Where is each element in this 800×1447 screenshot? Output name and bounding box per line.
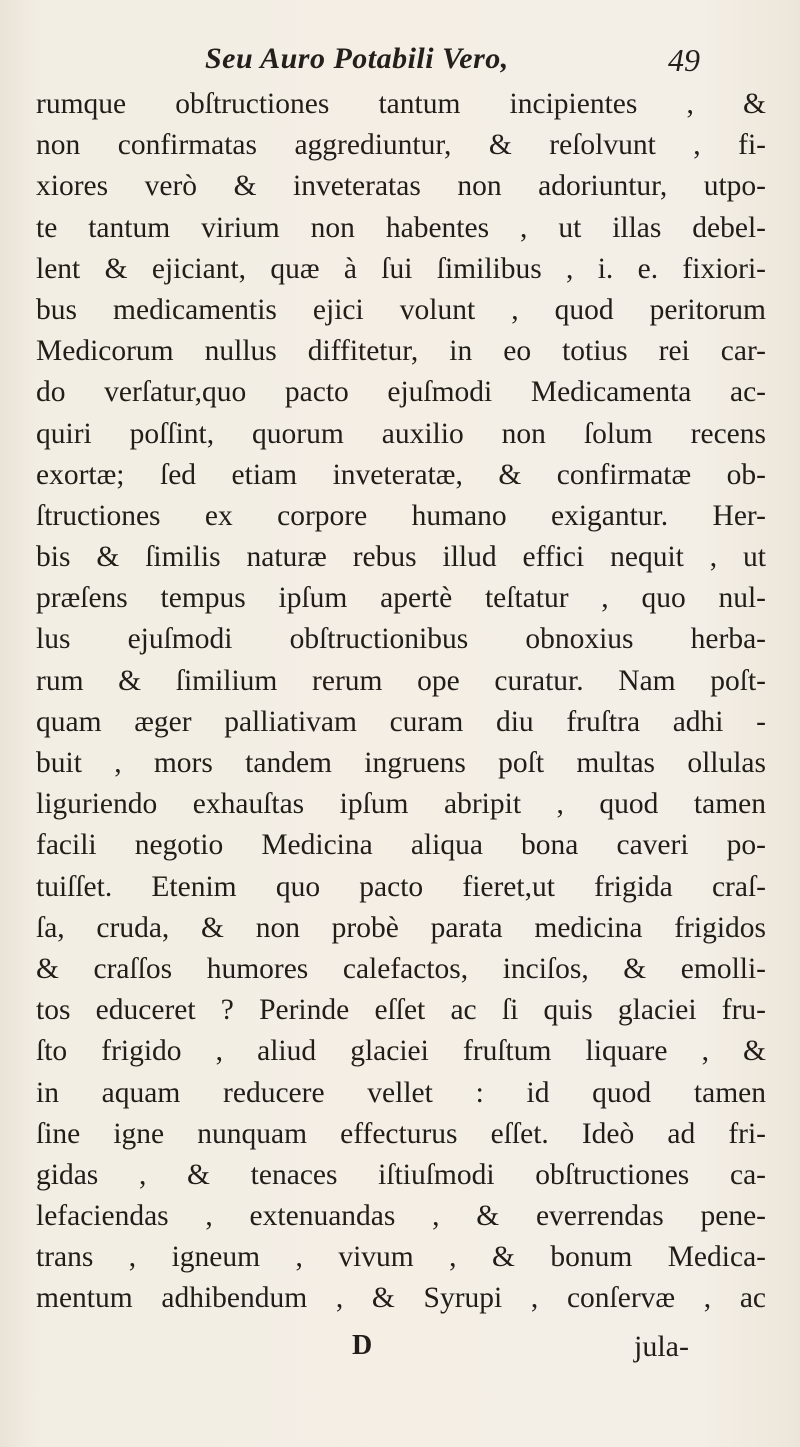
text-line-3: xiores verò & inveteratas non adoriuntur, utpo- <box>36 170 766 203</box>
signature-mark: D <box>352 1330 373 1361</box>
text-line-25: in aquam reducere vellet : id quod tamen <box>36 1076 766 1109</box>
text-line-12: bis & ſimilis naturæ rebus illud effici nequit , ut <box>36 541 766 574</box>
text-line-24: ſto frigido , aliud glaciei fruſtum liquare , & <box>36 1035 766 1068</box>
text-line-8: do verſatur,quo pacto ejuſmodi Medicamenta ac- <box>36 376 766 409</box>
text-line-10: exortæ; ſed etiam inveteratæ, & confirmatæ ob- <box>36 458 766 491</box>
running-head <box>0 34 800 78</box>
text-line-9: quiri poſſint, quorum auxilio non ſolum recens <box>36 417 766 450</box>
page-number: 49 <box>668 42 700 78</box>
text-line-6: bus medicamentis ejici volunt , quod peritorum <box>36 293 766 326</box>
page-footer <box>0 1326 800 1370</box>
text-line-26: ſine igne nunquam effecturus eſſet. Ideò ad fri- <box>36 1117 766 1150</box>
text-line-4: te tantum virium non habentes , ut illas debel- <box>36 211 766 244</box>
text-line-20: tuiſſet. Etenim quo pacto fieret,ut frigida craſ- <box>36 870 766 903</box>
text-line-21: ſa, cruda, & non probè parata medicina frigidos <box>36 911 766 944</box>
text-line-18: liguriendo exhauſtas ipſum abripit , quod tamen <box>36 788 766 821</box>
text-line-28: lefaciendas , extenuandas , & everrendas pene- <box>36 1200 766 1233</box>
running-title: Seu Auro Potabili Vero, <box>205 42 509 75</box>
catchword: jula- <box>634 1330 689 1363</box>
text-line-19: facili negotio Medicina aliqua bona caveri po- <box>36 829 766 862</box>
text-line-5: lent & ejiciant, quæ à ſui ſimilibus , i. e. fixiori- <box>36 252 766 285</box>
text-line-17: buit , mors tandem ingruens poſt multas ollulas <box>36 747 766 779</box>
text-line-7: Medicorum nullus diffitetur, in eo totius rei car- <box>36 335 766 368</box>
text-line-11: ſtructiones ex corpore humano exigantur. Her- <box>36 499 766 532</box>
text-line-16: quam æger palliativam curam diu fruſtra adhi - <box>36 705 766 738</box>
text-line-14: lus ejuſmodi obſtructionibus obnoxius herba- <box>36 623 766 656</box>
text-line-27: gidas , & tenaces iſtiuſmodi obſtructiones ca- <box>36 1158 766 1191</box>
text-line-29: trans , igneum , vivum , & bonum Medica- <box>36 1241 766 1274</box>
text-line-30: mentum adhibendum , & Syrupi , conſervæ , ac <box>36 1282 766 1315</box>
text-line-22: & craſſos humores calefactos, inciſos, & emolli- <box>36 952 766 985</box>
text-line-1: rumque obſtructiones tantum incipientes , & <box>36 88 766 120</box>
text-line-2: non confirmatas aggrediuntur, & reſolvunt , fi- <box>36 129 766 162</box>
text-line-15: rum & ſimilium rerum ope curatur. Nam poſt- <box>36 664 766 697</box>
text-line-13: præſens tempus ipſum apertè teſtatur , quo nul- <box>36 582 766 615</box>
body-text <box>36 84 766 1320</box>
text-line-23: tos educeret ? Perinde eſſet ac ſi quis glaciei fru- <box>36 994 766 1027</box>
